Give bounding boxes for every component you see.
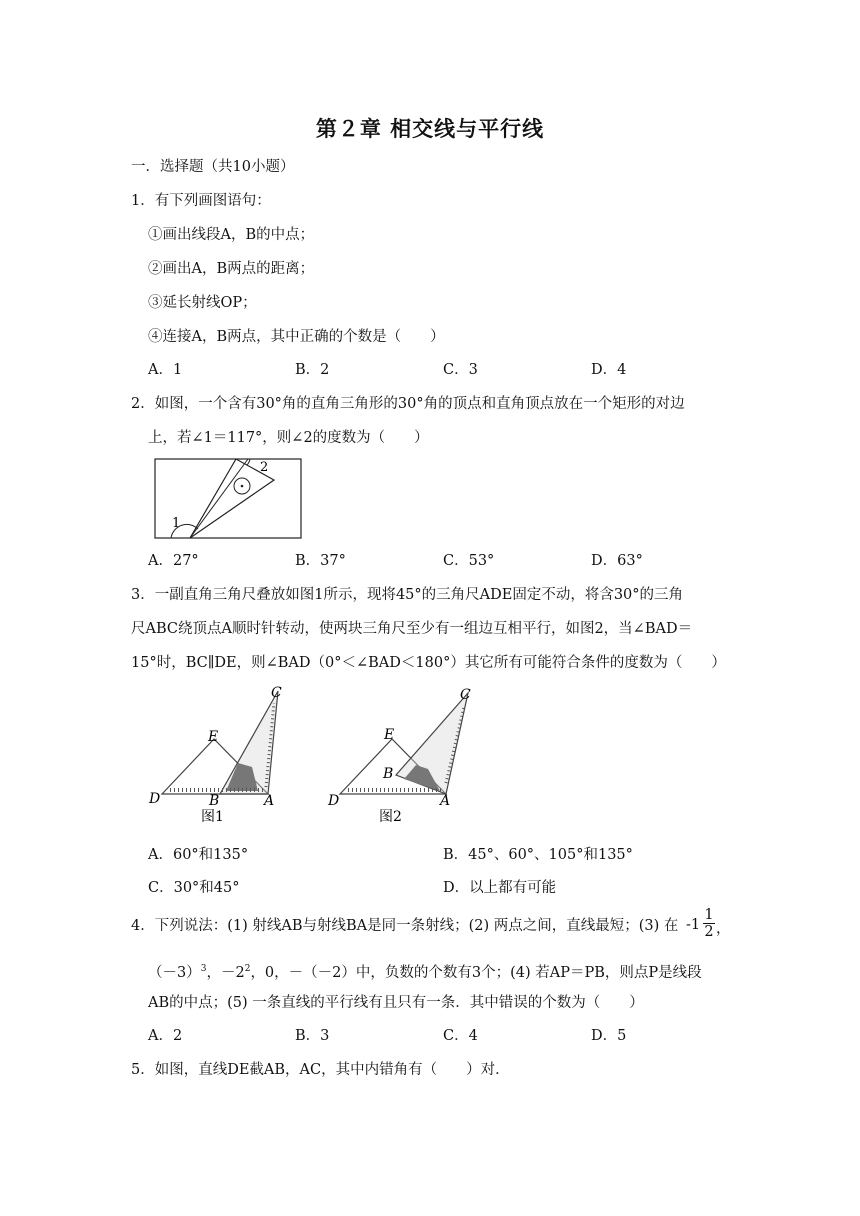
q2-stem-line-2: 上，若∠1＝117°，则∠2的度数为（ ） (148, 430, 429, 446)
q2-figure (150, 452, 310, 547)
fig2-label-a: A (440, 793, 451, 809)
fig2-label-d: D (328, 793, 340, 809)
q1-option-d: D．4 (591, 362, 627, 378)
fig1-label-b: B (209, 793, 220, 809)
q1-stem: 1．有下列画图语句： (131, 193, 271, 209)
fig2-label-c: C (460, 687, 471, 703)
fig2-label-e: E (384, 727, 395, 743)
q1-item-3: ③延长射线OP； (148, 295, 257, 311)
q4-mixed-whole: -1 (686, 917, 701, 933)
q2-option-d: D．63° (591, 553, 643, 569)
fig1-label-d: D (149, 791, 161, 807)
q3-figure-1 (140, 683, 310, 828)
q1-option-b: B．2 (295, 362, 330, 378)
q4-fraction-numerator: 1 (704, 907, 714, 923)
q1-option-a: A．1 (148, 362, 183, 378)
fig1-caption: 图1 (201, 809, 224, 825)
q4-option-a: A．2 (148, 1028, 183, 1044)
q3-option-c: C．30°和45° (148, 880, 240, 896)
q4-fraction-denominator: 2 (704, 924, 714, 940)
q4-stem-line-3: AB的中点；(5) 一条直线的平行线有且只有一条．其中错误的个数为（ ） (148, 995, 644, 1011)
q3-stem-line-3: 15°时，BC∥DE，则∠BAD（0°＜∠BAD＜180°）其它所有可能符合条件的度数为（ ） (131, 655, 726, 671)
q1-item-1: ①画出线段A，B的中点； (148, 227, 315, 243)
q4-stem-line-2 (148, 959, 702, 983)
q3-option-b: B．45°、60°、105°和135° (443, 847, 633, 863)
q4-option-b: B．3 (295, 1028, 330, 1044)
q2-hole-center (241, 485, 244, 488)
q1-item-2: ②画出A，B两点的距离； (148, 261, 315, 277)
q2-label-angle-1: 1 (172, 516, 181, 531)
q4-exponent-3: 3 (200, 964, 207, 974)
q4-exponent-2: 2 (244, 964, 251, 974)
q3-stem-line-2: 尺ABC绕顶点A顺时针转动，使两块三角尺至少有一组边互相平行，如图2，当∠BAD＝ (131, 621, 693, 637)
q1-option-c: C．3 (443, 362, 478, 378)
fig1-label-e: E (208, 729, 219, 745)
q2-option-b: B．37° (295, 553, 346, 569)
q4-option-c: C．4 (443, 1028, 478, 1044)
fig1-label-c: C (271, 685, 282, 701)
q4-neg-two: ，－2 (206, 964, 245, 981)
q3-option-d: D．以上都有可能 (443, 880, 557, 896)
q4-stem-line-2-rest: ，0，－（－2）中，负数的个数有3个；(4) 若AP＝PB，则点P是线段 (250, 964, 702, 981)
q2-option-c: C．53° (443, 553, 495, 569)
q2-label-angle-2: 2 (260, 460, 269, 475)
q3-option-a: A．60°和135° (148, 847, 249, 863)
q2-triangle-edge (190, 459, 248, 538)
fig2-caption: 图2 (379, 809, 402, 825)
q2-stem-line-1: 2．如图，一个含有30°角的直角三角形的30°角的顶点和直角顶点放在一个矩形的对边 (131, 396, 685, 412)
q4-option-d: D．5 (591, 1028, 627, 1044)
q1-item-4: ④连接A，B两点，其中正确的个数是（ ） (148, 329, 445, 345)
section-heading: 一．选择题（共10小题） (131, 159, 295, 175)
q4-neg-three: （－3） (148, 964, 201, 981)
page-title: 第２章 相交线与平行线 (315, 116, 545, 141)
q2-option-a: A．27° (148, 553, 199, 569)
q5-stem: 5．如图，直线DE截AB，AC，其中内错角有（ ）对． (131, 1062, 510, 1078)
q3-figure-2 (320, 683, 480, 828)
q4-stem-line-1: 4．下列说法：(1) 射线AB与射线BA是同一条射线；(2) 两点之间，直线最短；(3) 在 (131, 918, 679, 934)
fig2-label-b: B (383, 766, 394, 782)
q3-stem-line-1: 3．一副直角三角尺叠放如图1所示，现将45°的三角尺ADE固定不动，将含30°的三角 (131, 587, 684, 603)
q4-fraction-comma: ， (716, 921, 731, 937)
fig1-label-a: A (264, 793, 275, 809)
